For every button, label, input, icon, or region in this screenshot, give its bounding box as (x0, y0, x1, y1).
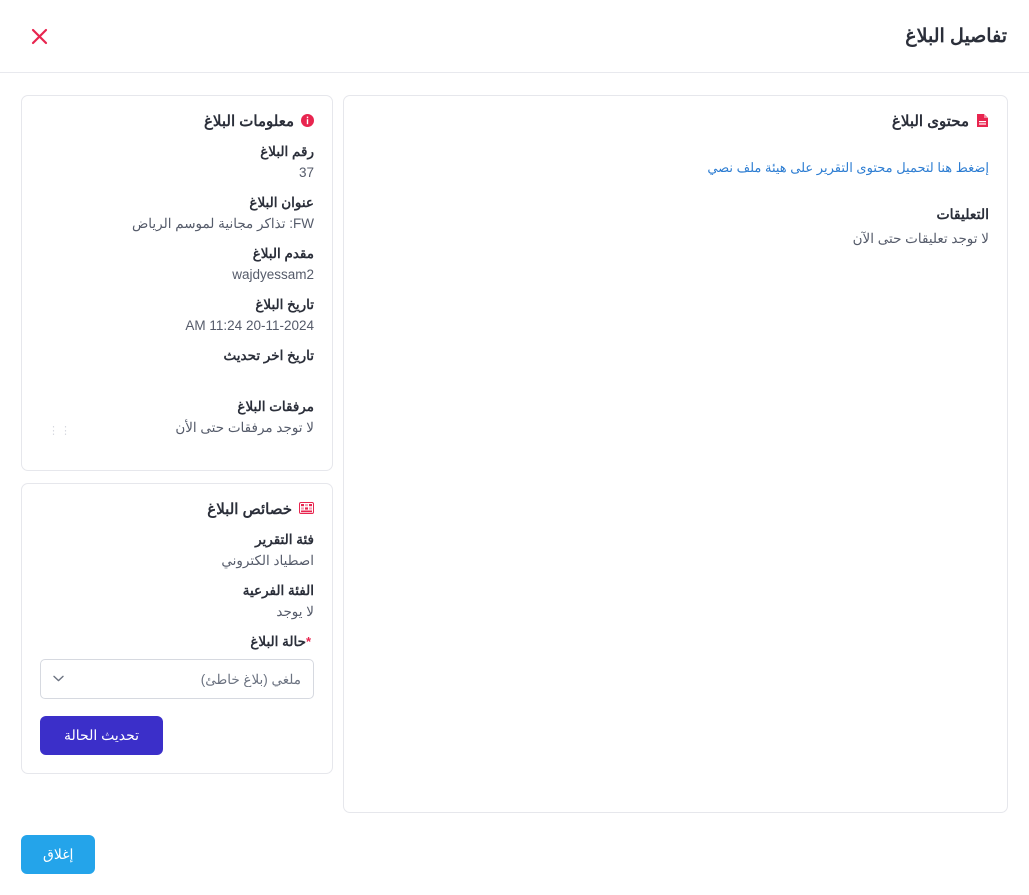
report-category-value: اصطياد الكتروني (221, 553, 314, 568)
comments-label: التعليقات (936, 206, 989, 222)
report-content-card (343, 95, 1008, 813)
report-status-label-text: حالة البلاغ (250, 634, 306, 649)
report-properties-title-text: خصائص البلاغ (207, 501, 292, 518)
report-content-title-text: محتوى البلاغ (891, 113, 969, 130)
report-subcategory-label: الفئة الفرعية (242, 583, 314, 598)
report-info-card (21, 95, 333, 471)
report-attachments-label: مرفقات البلاغ (237, 399, 314, 414)
update-status-button[interactable]: تحديث الحالة (40, 716, 163, 755)
report-attachments-value (40, 420, 314, 446)
report-info-title-text: معلومات البلاغ (203, 113, 294, 130)
content-column (343, 95, 1008, 813)
modal-header (0, 0, 1029, 73)
modal-footer (0, 813, 1029, 895)
report-subcategory-value: لا يوجد (276, 604, 314, 619)
loading-dots-icon: ⋮⋮ (48, 425, 72, 437)
sidebar-column (21, 95, 333, 813)
report-info-card-title (40, 112, 314, 130)
report-last-update-value (40, 369, 314, 386)
report-title-label: عنوان البلاغ (249, 195, 314, 210)
status-select-wrapper (40, 659, 314, 699)
report-properties-card-title (40, 500, 314, 518)
report-properties-card (21, 483, 333, 774)
report-submitter-label: مقدم البلاغ (252, 246, 314, 261)
page-title: تفاصيل البلاغ (905, 25, 1007, 47)
report-content-card-title (362, 112, 989, 130)
report-title-value: FW: تذاكر مجانية لموسم الرياض (131, 216, 314, 231)
report-category-label: فئة التقرير (255, 532, 314, 547)
required-asterisk: * (305, 634, 311, 649)
status-select[interactable] (40, 659, 314, 699)
report-last-update-label: تاريخ اخر تحديث (223, 348, 314, 363)
file-text-icon (976, 113, 989, 130)
report-number-value: 37 (298, 165, 314, 180)
comments-empty-text: لا توجد تعليقات حتى الآن (852, 231, 989, 246)
info-circle-icon (301, 114, 314, 129)
close-button[interactable]: إغلاق (21, 835, 95, 874)
report-date-value: AM 11:24 20-11-2024 (185, 318, 314, 333)
close-x-icon[interactable] (26, 23, 52, 49)
report-status-label (40, 634, 314, 650)
modal-body (0, 73, 1029, 813)
properties-icon (299, 502, 314, 516)
report-attachments-empty-text: لا توجد مرفقات حتى الأن (175, 420, 314, 435)
report-submitter-value: wajdyessam2 (232, 267, 314, 282)
report-date-label: تاريخ البلاغ (255, 297, 314, 312)
report-number-label: رقم البلاغ (260, 144, 314, 159)
download-report-link[interactable]: إضغط هنا لتحميل محتوى التقرير على هيئة ملف نصي (707, 160, 989, 175)
